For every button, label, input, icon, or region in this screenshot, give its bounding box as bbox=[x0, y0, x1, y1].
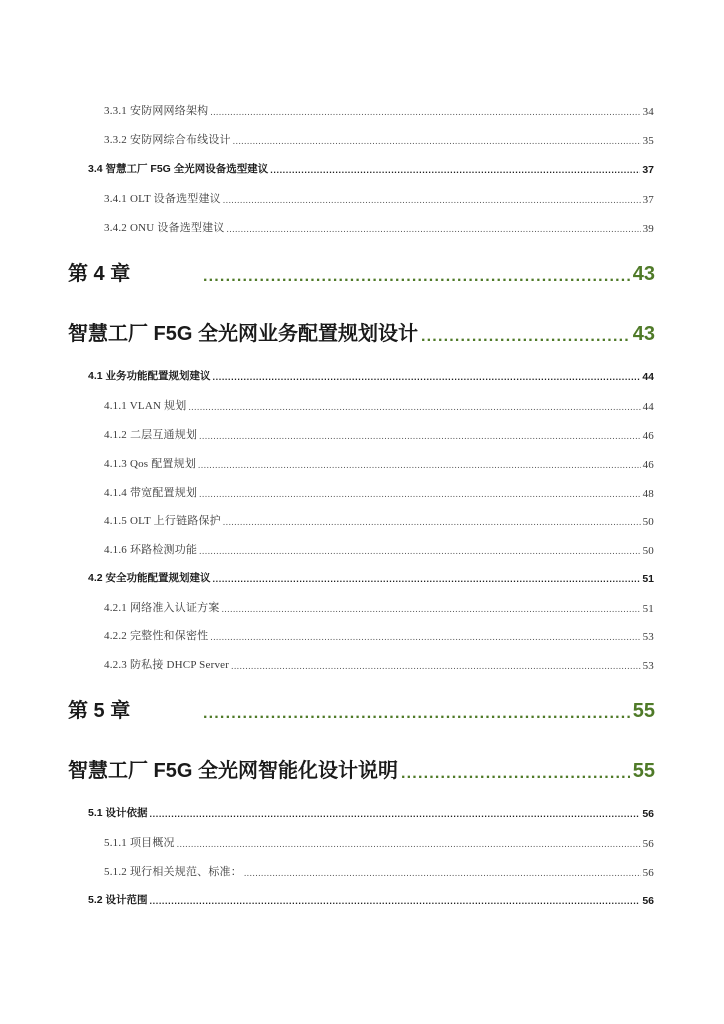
dot-leader bbox=[203, 705, 630, 723]
toc-entry-label: 4.1.6 环路检测功能 bbox=[104, 544, 198, 556]
toc-entry-4-2-1[interactable] bbox=[104, 599, 654, 615]
toc-entry-5-1-2[interactable] bbox=[104, 863, 654, 879]
toc-entry-page: 50 bbox=[642, 516, 654, 528]
dot-leader bbox=[203, 268, 630, 286]
toc-entry-label: 4.1.2 二层互通规划 bbox=[104, 429, 198, 441]
dot-leader bbox=[210, 107, 640, 118]
toc-entry-page: 34 bbox=[642, 106, 654, 118]
toc-entry-4-1-2[interactable] bbox=[104, 426, 654, 442]
toc-entry-page: 56 bbox=[642, 895, 654, 907]
toc-entry-5-1[interactable] bbox=[88, 805, 654, 820]
toc-chapter-page: 55 bbox=[632, 700, 655, 722]
dot-leader bbox=[150, 896, 641, 907]
toc-entry-page: 37 bbox=[642, 194, 654, 206]
toc-entry-4-1-5[interactable] bbox=[104, 512, 654, 528]
toc-entry-page: 51 bbox=[642, 573, 654, 585]
toc-entry-page: 51 bbox=[642, 603, 654, 615]
toc-entry-label: 3.4.2 ONU 设备选型建议 bbox=[104, 222, 225, 234]
toc-entry-label: 4.2 安全功能配置规划建议 bbox=[88, 572, 211, 584]
toc-entry-3-3-2[interactable] bbox=[104, 131, 654, 147]
toc-entry-label: 4.1.3 Qos 配置规划 bbox=[104, 458, 197, 470]
toc-chapter-4[interactable] bbox=[68, 257, 655, 286]
dot-leader bbox=[233, 136, 641, 147]
dot-leader bbox=[270, 165, 640, 176]
toc-entry-label: 4.2.2 完整性和保密性 bbox=[104, 630, 209, 642]
toc-chapter-5[interactable] bbox=[68, 694, 655, 723]
toc-entry-page: 53 bbox=[642, 660, 654, 672]
dot-leader bbox=[421, 328, 630, 346]
toc-entry-label: 4.1.1 VLAN 规划 bbox=[104, 400, 187, 412]
toc-entry-label: 5.1.1 项目概况 bbox=[104, 837, 175, 849]
toc-chapter-label: 第 4 章 bbox=[68, 263, 131, 285]
dot-leader bbox=[222, 604, 641, 615]
toc-entry-3-3-1[interactable] bbox=[104, 102, 654, 118]
toc-entry-page: 53 bbox=[642, 631, 654, 643]
dot-leader bbox=[199, 431, 640, 442]
toc-entry-4-2-2[interactable] bbox=[104, 627, 654, 643]
dot-leader bbox=[401, 765, 630, 783]
toc-entry-page: 56 bbox=[642, 838, 654, 850]
toc-entry-4-1-4[interactable] bbox=[104, 484, 654, 500]
toc-entry-label: 4.2.3 防私接 DHCP Server bbox=[104, 659, 230, 671]
toc-entry-5-1-1[interactable] bbox=[104, 834, 654, 850]
toc-entry-page: 50 bbox=[642, 545, 654, 557]
toc-entry-label: 5.1 设计依据 bbox=[88, 807, 148, 819]
dot-leader bbox=[223, 517, 641, 528]
toc-entry-page: 56 bbox=[642, 867, 654, 879]
toc-entry-3-4-2[interactable] bbox=[104, 219, 654, 235]
dot-leader bbox=[199, 546, 640, 557]
dot-leader bbox=[227, 224, 641, 235]
toc-chapter-page: 55 bbox=[632, 760, 655, 782]
dot-leader bbox=[198, 460, 641, 471]
dot-leader bbox=[188, 402, 640, 413]
dot-leader bbox=[213, 574, 641, 585]
toc-entry-page: 46 bbox=[642, 430, 654, 442]
toc-entry-label: 4.1.4 带宽配置规划 bbox=[104, 487, 198, 499]
toc-entry-label: 3.4 智慧工厂 F5G 全光网设备选型建议 bbox=[88, 163, 269, 175]
toc-entry-page: 56 bbox=[642, 808, 654, 820]
toc-entry-3-4[interactable] bbox=[88, 161, 654, 176]
toc-entry-3-4-1[interactable] bbox=[104, 190, 654, 206]
toc-entry-page: 46 bbox=[642, 459, 654, 471]
toc-entry-4-2-3[interactable] bbox=[104, 656, 654, 672]
toc-entry-label: 3.3.2 安防网综合布线设计 bbox=[104, 134, 231, 146]
toc-entry-4-1-1[interactable] bbox=[104, 397, 654, 413]
toc-entry-label: 5.2 设计范围 bbox=[88, 894, 148, 906]
toc-entry-label: 4.1 业务功能配置规划建议 bbox=[88, 370, 211, 382]
dot-leader bbox=[177, 839, 641, 850]
toc-chapter-page: 43 bbox=[632, 263, 655, 285]
dot-leader bbox=[231, 661, 641, 672]
toc-chapter-4-title[interactable] bbox=[68, 317, 655, 346]
toc-entry-5-2[interactable] bbox=[88, 892, 654, 907]
dot-leader bbox=[150, 809, 641, 820]
toc-entry-page: 44 bbox=[642, 401, 654, 413]
dot-leader bbox=[223, 195, 641, 206]
toc-entry-4-2[interactable] bbox=[88, 570, 654, 585]
toc-entry-label: 3.4.1 OLT 设备选型建议 bbox=[104, 193, 221, 205]
dot-leader bbox=[199, 489, 640, 500]
toc-entry-label: 4.1.5 OLT 上行链路保护 bbox=[104, 515, 221, 527]
toc-chapter-title-label: 智慧工厂 F5G 全光网智能化设计说明 bbox=[68, 760, 399, 782]
toc-entry-page: 35 bbox=[642, 135, 654, 147]
toc-chapter-title-label: 智慧工厂 F5G 全光网业务配置规划设计 bbox=[68, 323, 419, 345]
toc-entry-label: 5.1.2 现行相关规范、标准： bbox=[104, 866, 242, 878]
toc-chapter-page: 43 bbox=[632, 323, 655, 345]
dot-leader bbox=[244, 868, 641, 879]
dot-leader bbox=[213, 372, 641, 383]
toc-chapter-label: 第 5 章 bbox=[68, 700, 131, 722]
toc-entry-4-1-3[interactable] bbox=[104, 455, 654, 471]
toc-entry-page: 39 bbox=[642, 223, 654, 235]
toc-entry-page: 48 bbox=[642, 488, 654, 500]
dot-leader bbox=[210, 632, 640, 643]
toc-entry-label: 3.3.1 安防网网络架构 bbox=[104, 105, 209, 117]
toc-chapter-5-title[interactable] bbox=[68, 754, 655, 783]
toc-entry-4-1-6[interactable] bbox=[104, 541, 654, 557]
toc-entry-page: 37 bbox=[642, 164, 654, 176]
toc-entry-4-1[interactable] bbox=[88, 368, 654, 383]
toc-entry-label: 4.2.1 网络准入认证方案 bbox=[104, 602, 220, 614]
toc-entry-page: 44 bbox=[642, 371, 654, 383]
